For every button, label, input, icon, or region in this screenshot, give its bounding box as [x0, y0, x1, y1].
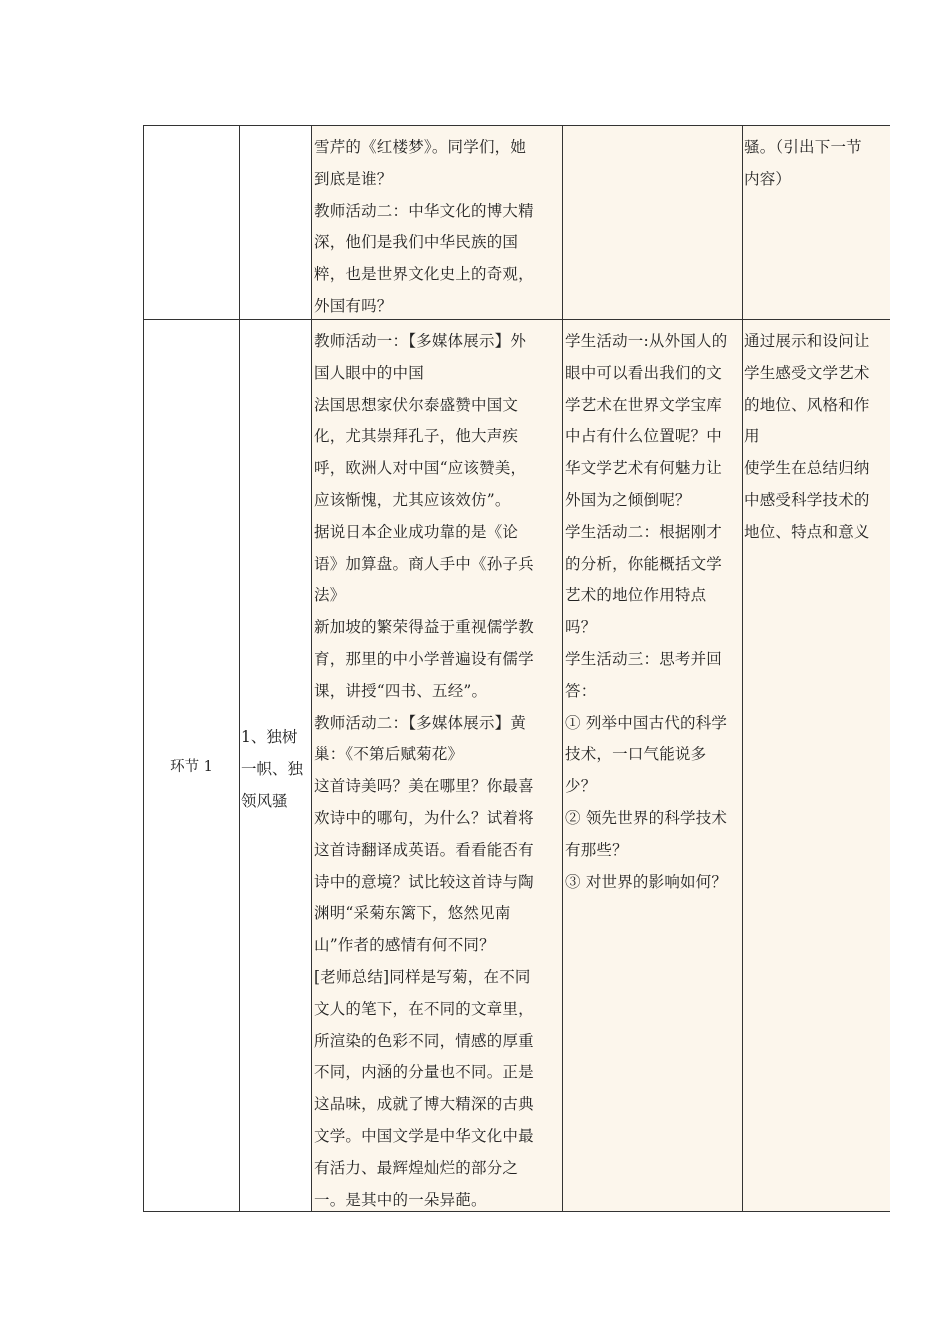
- text-line: 法国思想家伏尔泰盛赞中国文: [314, 395, 519, 414]
- text-line: ③ 对世界的影响如何？: [565, 872, 728, 891]
- text-line: 雪芹的《红楼梦》。同学们，她: [314, 138, 527, 156]
- text-line: 一。是其中的一朵异葩。: [314, 1190, 487, 1209]
- text-line: 学生感受文学艺术: [744, 363, 870, 382]
- text-line: 国人眼中的中国: [314, 363, 424, 382]
- stage-cell: [144, 320, 239, 1211]
- section-cell: [239, 320, 311, 1211]
- stage-cell: [144, 126, 239, 319]
- text-line: 一帜、独: [241, 759, 304, 778]
- section-cell: [239, 126, 311, 319]
- text-line: 少？: [565, 777, 597, 796]
- student-activity-cell: [562, 320, 742, 1211]
- teacher-activity-text: [312, 126, 562, 323]
- section-title: [241, 722, 303, 817]
- text-line: 语》加算盘。商人手中《孙子兵: [314, 554, 534, 573]
- text-line: 有活力、最辉煌灿烂的部分之: [314, 1158, 519, 1177]
- text-line: 答：: [565, 681, 597, 700]
- text-line: 这首诗翻译成英语。看看能否有: [314, 840, 534, 859]
- text-line: 这首诗美吗？美在哪里？你最喜: [314, 777, 534, 796]
- text-line: 应该惭愧，尤其应该效仿”。: [314, 490, 511, 509]
- text-line: 不同，内涵的分量也不同。正是: [314, 1063, 534, 1082]
- design-intent-text: [743, 126, 890, 196]
- text-line: 渊明“采菊东篱下，悠然见南: [314, 904, 511, 923]
- text-line: 的地位、风格和作: [744, 395, 870, 414]
- text-line: 化，尤其崇拜孔子，他大声疾: [314, 427, 519, 446]
- text-line: 中占有什么位置呢？中: [565, 427, 723, 446]
- text-line: 文人的笔下，在不同的文章里，: [314, 999, 534, 1018]
- teacher-activity-text: [312, 320, 562, 1216]
- text-line: 的分析，你能概括文学: [565, 554, 723, 573]
- design-intent-text: [743, 320, 890, 549]
- text-line: 用: [744, 427, 760, 446]
- teacher-activity-cell: [311, 320, 562, 1211]
- text-line: 外国有吗？: [314, 296, 393, 315]
- text-line: 1、独树: [241, 728, 298, 746]
- text-line: 教师活动一：【多媒体展示】外: [314, 332, 527, 350]
- text-line: 课，讲授“四书、五经”。: [314, 681, 488, 700]
- text-line: 教师活动二：中华文化的博大精: [314, 201, 534, 220]
- text-line: 学生活动一:从外国人的: [565, 332, 728, 350]
- text-line: 教师活动二：【多媒体展示】黄: [314, 713, 527, 732]
- text-line: [老师总结]同样是写菊，在不同: [314, 967, 531, 986]
- design-intent-cell: [742, 320, 890, 1211]
- text-line: 艺术的地位作用特点: [565, 586, 707, 605]
- text-line: 华文学艺术有何魅力让: [565, 459, 723, 478]
- text-line: 新加坡的繁荣得益于重视儒学教: [314, 618, 534, 637]
- text-line: 法》: [314, 586, 346, 605]
- student-activity-text: [563, 126, 742, 132]
- text-line: 呼，欧洲人对中国“应该赞美，: [314, 459, 527, 478]
- text-line: 所渲染的色彩不同，情感的厚重: [314, 1031, 534, 1050]
- text-line: 山”作者的感情有何不同？: [314, 936, 495, 955]
- text-line: 学艺术在世界文学宝库: [565, 395, 723, 414]
- text-line: 欢诗中的哪句，为什么？试着将: [314, 808, 534, 827]
- table-row: [144, 319, 889, 1211]
- text-line: 中感受科学技术的: [744, 490, 870, 509]
- text-line: 有那些？: [565, 840, 628, 859]
- text-line: 领风骚: [241, 791, 288, 810]
- text-line: 这品味，成就了博大精深的古典: [314, 1095, 534, 1114]
- text-line: 吗？: [565, 618, 597, 637]
- teacher-activity-cell: [311, 126, 562, 319]
- text-line: 育，那里的中小学普遍设有儒学: [314, 649, 534, 668]
- text-line: 通过展示和设问让: [744, 332, 870, 350]
- text-line: 据说日本企业成功靠的是《论: [314, 522, 519, 541]
- lesson-plan-table: [143, 125, 890, 1212]
- text-line: 诗中的意境？试比较这首诗与陶: [314, 872, 534, 891]
- text-line: 眼中可以看出我们的文: [565, 363, 723, 382]
- text-line: ① 列举中国古代的科学: [565, 713, 728, 732]
- text-line: 骚。（引出下一节: [744, 138, 862, 156]
- student-activity-text: [563, 320, 742, 898]
- text-line: ② 领先世界的科学技术: [565, 808, 728, 827]
- text-line: 粹，也是世界文化史上的奇观，: [314, 265, 534, 284]
- text-line: 文学。中国文学是中华文化中最: [314, 1126, 534, 1145]
- text-line: 地位、特点和意义: [744, 522, 870, 541]
- student-activity-cell: [562, 126, 742, 319]
- text-line: 学生活动二：根据刚才: [565, 522, 723, 541]
- text-line: 到底是谁？: [314, 169, 393, 188]
- text-line: 使学生在总结归纳: [744, 459, 870, 478]
- text-line: 内容）: [744, 169, 792, 188]
- text-line: 深，他们是我们中华民族的国: [314, 233, 519, 252]
- text-line: 巢：《不第后赋菊花》: [314, 745, 464, 764]
- stage-label: 环节 1: [170, 759, 213, 775]
- design-intent-cell: [742, 126, 890, 319]
- text-line: 技术，一口气能说多: [565, 745, 707, 764]
- table-row: [144, 126, 889, 319]
- text-line: 学生活动三：思考并回: [565, 649, 723, 668]
- text-line: 外国为之倾倒呢？: [565, 490, 691, 509]
